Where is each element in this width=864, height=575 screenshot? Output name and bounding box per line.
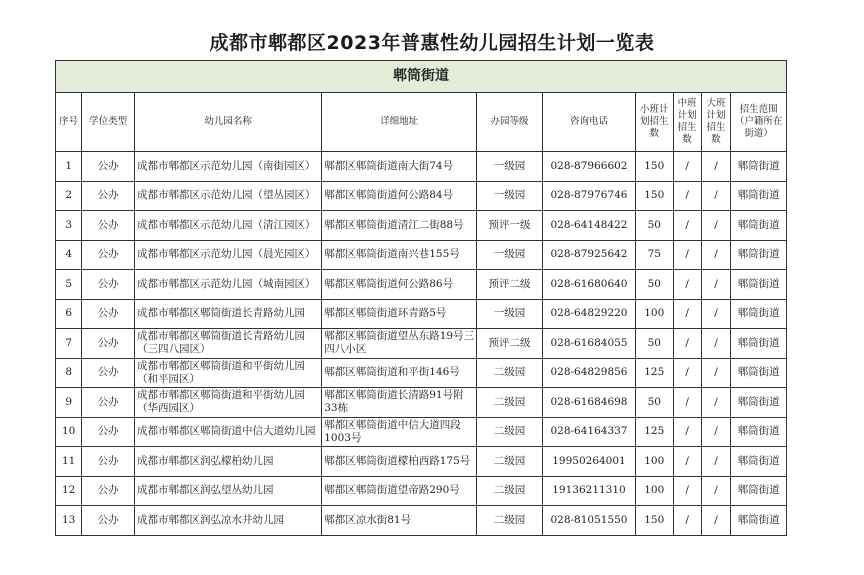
district-name: 郫筒街道 xyxy=(56,61,787,93)
cell-type: 公办 xyxy=(82,506,135,536)
cell-small: 125 xyxy=(636,417,673,447)
cell-scope: 郫筒街道 xyxy=(731,181,787,211)
cell-phone: 028-64829856 xyxy=(542,358,635,388)
cell-large: / xyxy=(701,299,730,329)
cell-type: 公办 xyxy=(82,447,135,477)
cell-small: 50 xyxy=(636,270,673,300)
cell-type: 公办 xyxy=(82,329,135,359)
table-row xyxy=(56,270,787,300)
cell-type: 公办 xyxy=(82,152,135,182)
cell-middle: / xyxy=(673,417,701,447)
cell-scope: 郫筒街道 xyxy=(731,240,787,270)
cell-phone: 028-64164337 xyxy=(542,417,635,447)
cell-scope: 郫筒街道 xyxy=(731,211,787,241)
cell-large: / xyxy=(701,152,730,182)
cell-small: 150 xyxy=(636,152,673,182)
cell-middle: / xyxy=(673,506,701,536)
cell-small: 100 xyxy=(636,299,673,329)
cell-address: 郫都区郫筒街道环青路5号 xyxy=(322,299,477,329)
cell-large: / xyxy=(701,358,730,388)
cell-small: 150 xyxy=(636,506,673,536)
cell-name: 成都市郫都区郫筒街道和平街幼儿园（和平园区） xyxy=(134,358,321,388)
table-row xyxy=(56,329,787,359)
table-row xyxy=(56,240,787,270)
cell-address: 郫都区郫筒街道南兴巷155号 xyxy=(322,240,477,270)
cell-type: 公办 xyxy=(82,388,135,418)
cell-small: 50 xyxy=(636,388,673,418)
cell-middle: / xyxy=(673,152,701,182)
header-row xyxy=(56,93,787,152)
cell-type: 公办 xyxy=(82,417,135,447)
cell-scope: 郫筒街道 xyxy=(731,388,787,418)
cell-no: 11 xyxy=(56,447,82,477)
cell-name: 成都市郫都区润弘檬柏幼儿园 xyxy=(134,447,321,477)
cell-name: 成都市郫都区示范幼儿园（清江园区） xyxy=(134,211,321,241)
cell-small: 50 xyxy=(636,211,673,241)
cell-small: 125 xyxy=(636,358,673,388)
cell-phone: 028-87966602 xyxy=(542,152,635,182)
table-row xyxy=(56,181,787,211)
cell-no: 3 xyxy=(56,211,82,241)
cell-small: 50 xyxy=(636,329,673,359)
cell-level: 二级园 xyxy=(477,358,543,388)
district-row xyxy=(56,61,787,93)
cell-large: / xyxy=(701,329,730,359)
cell-name: 成都市郫都区润弘望丛幼儿园 xyxy=(134,476,321,506)
cell-no: 2 xyxy=(56,181,82,211)
cell-type: 公办 xyxy=(82,476,135,506)
cell-name: 成都市郫都区润弘凉水井幼儿园 xyxy=(134,506,321,536)
cell-name: 成都市郫都区示范幼儿园（晨光园区） xyxy=(134,240,321,270)
table-row xyxy=(56,476,787,506)
cell-middle: / xyxy=(673,329,701,359)
cell-large: / xyxy=(701,506,730,536)
col-header-phone: 咨询电话 xyxy=(542,93,635,152)
table-row xyxy=(56,299,787,329)
cell-middle: / xyxy=(673,358,701,388)
cell-scope: 郫筒街道 xyxy=(731,506,787,536)
table-row xyxy=(56,417,787,447)
cell-level: 预评二级 xyxy=(477,270,543,300)
cell-level: 一级园 xyxy=(477,152,543,182)
table-row xyxy=(56,506,787,536)
col-header-level: 办园等级 xyxy=(477,93,543,152)
cell-type: 公办 xyxy=(82,270,135,300)
cell-middle: / xyxy=(673,270,701,300)
cell-small: 75 xyxy=(636,240,673,270)
cell-no: 13 xyxy=(56,506,82,536)
cell-small: 100 xyxy=(636,476,673,506)
cell-large: / xyxy=(701,181,730,211)
cell-type: 公办 xyxy=(82,358,135,388)
cell-no: 12 xyxy=(56,476,82,506)
col-header-name: 幼儿园名称 xyxy=(134,93,321,152)
cell-address: 郫都区郫筒街道檬柏西路175号 xyxy=(322,447,477,477)
cell-name: 成都市郫都区郫筒街道和平街幼儿园（华西园区） xyxy=(134,388,321,418)
cell-middle: / xyxy=(673,299,701,329)
cell-middle: / xyxy=(673,388,701,418)
cell-address: 郫都区郫筒街道何公路86号 xyxy=(322,270,477,300)
cell-scope: 郫筒街道 xyxy=(731,358,787,388)
cell-level: 二级园 xyxy=(477,447,543,477)
cell-level: 二级园 xyxy=(477,417,543,447)
cell-small: 100 xyxy=(636,447,673,477)
cell-phone: 028-61684055 xyxy=(542,329,635,359)
cell-level: 预评二级 xyxy=(477,329,543,359)
cell-address: 郫都区郫筒街道南大街74号 xyxy=(322,152,477,182)
cell-phone: 19950264001 xyxy=(542,447,635,477)
cell-phone: 19136211310 xyxy=(542,476,635,506)
cell-middle: / xyxy=(673,181,701,211)
cell-level: 一级园 xyxy=(477,181,543,211)
cell-level: 二级园 xyxy=(477,388,543,418)
cell-level: 二级园 xyxy=(477,506,543,536)
col-header-middle: 中班计划招生数 xyxy=(673,93,701,152)
cell-middle: / xyxy=(673,476,701,506)
cell-no: 6 xyxy=(56,299,82,329)
enrollment-table xyxy=(55,60,787,536)
cell-level: 一级园 xyxy=(477,240,543,270)
cell-phone: 028-61680640 xyxy=(542,270,635,300)
cell-level: 一级园 xyxy=(477,299,543,329)
cell-large: / xyxy=(701,417,730,447)
cell-middle: / xyxy=(673,211,701,241)
cell-scope: 郫筒街道 xyxy=(731,152,787,182)
cell-scope: 郫筒街道 xyxy=(731,476,787,506)
cell-name: 成都市郫都区郫筒街道长青路幼儿园 xyxy=(134,299,321,329)
cell-address: 郫都区郫筒街道望丛东路19号三四八小区 xyxy=(322,329,477,359)
cell-address: 郫都区郫筒街道望帝路290号 xyxy=(322,476,477,506)
cell-large: / xyxy=(701,211,730,241)
cell-no: 7 xyxy=(56,329,82,359)
col-header-no: 序号 xyxy=(56,93,82,152)
cell-name: 成都市郫都区示范幼儿园（南街园区） xyxy=(134,152,321,182)
cell-middle: / xyxy=(673,240,701,270)
col-header-type: 学位类型 xyxy=(82,93,135,152)
cell-name: 成都市郫都区郫筒街道中信大道幼儿园 xyxy=(134,417,321,447)
cell-middle: / xyxy=(673,447,701,477)
cell-phone: 028-87976746 xyxy=(542,181,635,211)
cell-no: 9 xyxy=(56,388,82,418)
cell-scope: 郫筒街道 xyxy=(731,329,787,359)
cell-no: 4 xyxy=(56,240,82,270)
cell-phone: 028-87925642 xyxy=(542,240,635,270)
cell-scope: 郫筒街道 xyxy=(731,299,787,329)
col-header-small: 小班计划招生数 xyxy=(636,93,673,152)
cell-address: 郫都区郫筒街道清江二街88号 xyxy=(322,211,477,241)
cell-no: 8 xyxy=(56,358,82,388)
cell-phone: 028-64829220 xyxy=(542,299,635,329)
cell-no: 5 xyxy=(56,270,82,300)
cell-large: / xyxy=(701,476,730,506)
table-row xyxy=(56,211,787,241)
table-row xyxy=(56,447,787,477)
table-row xyxy=(56,358,787,388)
table-row xyxy=(56,152,787,182)
cell-name: 成都市郫都区示范幼儿园（城南园区） xyxy=(134,270,321,300)
cell-small: 150 xyxy=(636,181,673,211)
cell-phone: 028-81051550 xyxy=(542,506,635,536)
cell-scope: 郫筒街道 xyxy=(731,270,787,300)
cell-address: 郫都区郫筒街道长清路91号附33栋 xyxy=(322,388,477,418)
cell-large: / xyxy=(701,240,730,270)
cell-level: 二级园 xyxy=(477,476,543,506)
cell-type: 公办 xyxy=(82,211,135,241)
table-row xyxy=(56,388,787,418)
cell-address: 郫都区郫筒街道中信大道四段1003号 xyxy=(322,417,477,447)
cell-address: 郫都区郫筒街道何公路84号 xyxy=(322,181,477,211)
cell-no: 1 xyxy=(56,152,82,182)
cell-large: / xyxy=(701,270,730,300)
cell-name: 成都市郫都区示范幼儿园（望丛园区） xyxy=(134,181,321,211)
cell-large: / xyxy=(701,447,730,477)
cell-scope: 郫筒街道 xyxy=(731,447,787,477)
cell-scope: 郫筒街道 xyxy=(731,417,787,447)
cell-type: 公办 xyxy=(82,299,135,329)
cell-phone: 028-64148422 xyxy=(542,211,635,241)
cell-type: 公办 xyxy=(82,181,135,211)
cell-phone: 028-61684698 xyxy=(542,388,635,418)
cell-address: 郫都区凉水街81号 xyxy=(322,506,477,536)
cell-type: 公办 xyxy=(82,240,135,270)
cell-level: 预评一级 xyxy=(477,211,543,241)
page-title: 成都市郫都区2023年普惠性幼儿园招生计划一览表 xyxy=(209,32,655,54)
col-header-scope: 招生范围（户籍所在街道） xyxy=(731,93,787,152)
cell-address: 郫都区郫筒街道和平街146号 xyxy=(322,358,477,388)
col-header-address: 详细地址 xyxy=(322,93,477,152)
cell-name: 成都市郫都区郫筒街道长青路幼儿园（三四八园区） xyxy=(134,329,321,359)
cell-no: 10 xyxy=(56,417,82,447)
col-header-large: 大班计划招生数 xyxy=(701,93,730,152)
cell-large: / xyxy=(701,388,730,418)
